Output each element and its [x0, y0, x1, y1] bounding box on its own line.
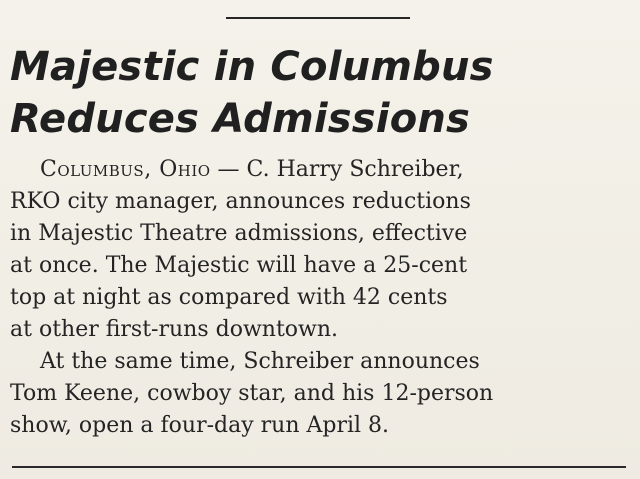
- paragraph-1-text-line-1: C. Harry Schreiber,: [246, 157, 464, 182]
- bottom-divider-rule: [12, 466, 626, 468]
- paragraph-2-text-line-1: At the same time, Schreiber announces: [40, 349, 480, 374]
- paragraph-2-line-1: [10, 346, 625, 378]
- headline-line-2: Reduces Admissions: [10, 96, 471, 142]
- paragraph-1-line-4: at once. The Majestic will have a 25-cent: [10, 253, 468, 278]
- paragraph-1-line-1: [10, 154, 625, 186]
- headline: [10, 41, 630, 145]
- top-divider-rule: [226, 17, 410, 19]
- paragraph-2-line-2: Tom Keene, cowboy star, and his 12-person: [10, 381, 494, 406]
- dateline: Columbus, Ohio: [40, 157, 211, 182]
- paragraph-1-line-3: in Majestic Theatre admissions, effective: [10, 221, 468, 246]
- dateline-dash: —: [210, 157, 247, 182]
- paragraph-1-line-6: at other first-runs downtown.: [10, 317, 339, 342]
- paragraph-1-line-2: RKO city manager, announces reductions: [10, 189, 471, 214]
- paragraph-2-line-3: show, open a four-day run April 8.: [10, 413, 390, 438]
- article-body: [10, 154, 625, 442]
- paragraph-1-line-5: top at night as compared with 42 cents: [10, 285, 448, 310]
- headline-line-1: Majestic in Columbus: [10, 44, 494, 90]
